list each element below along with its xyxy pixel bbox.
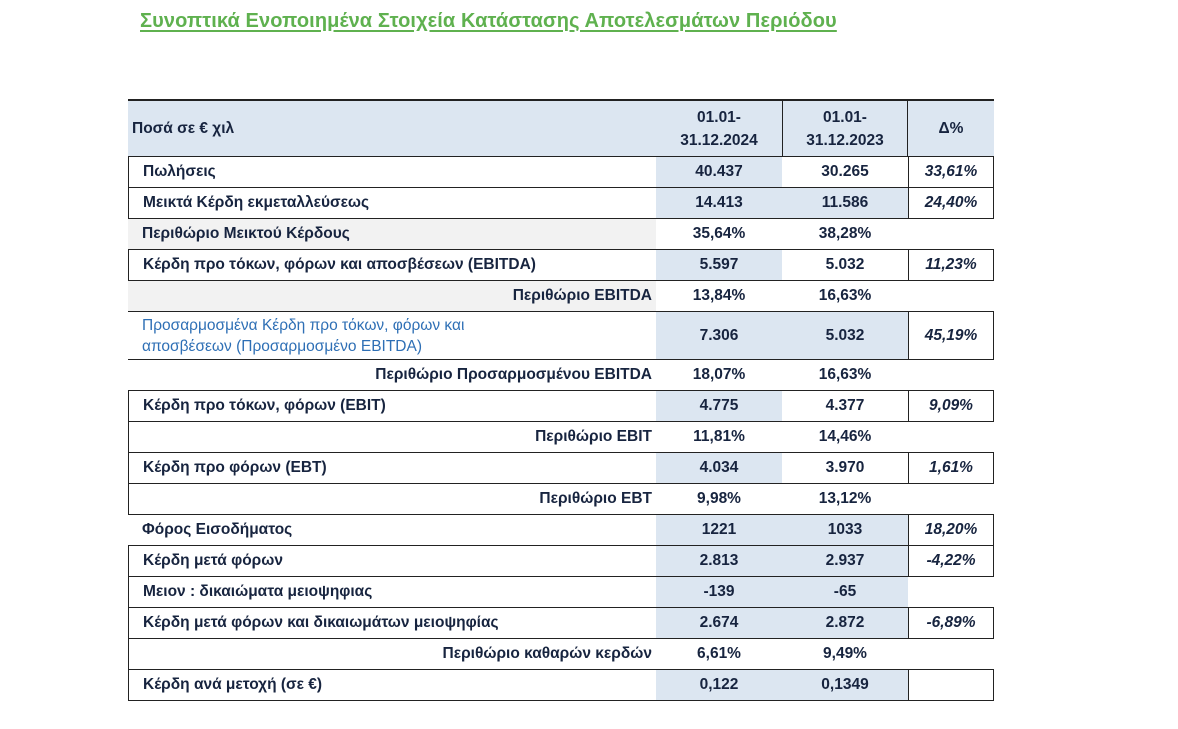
value-2023: 3.970 [825, 459, 865, 476]
value-2024: 6,61% [697, 645, 741, 662]
row-label: Περιθώριο Μεικτού Κέρδους [128, 219, 656, 249]
row-label: Περιθώριο καθαρών κερδών [128, 639, 656, 669]
row-label: Περιθώριο Προσαρμοσμένου EBITDA [375, 366, 652, 383]
table-row-gross-margin [128, 219, 994, 250]
value-2023: 5.032 [782, 312, 908, 359]
table-header-row [128, 101, 994, 157]
value-2023: 13,12% [818, 490, 872, 507]
value-2024: 18,07% [692, 366, 746, 383]
value-2023: 2.937 [782, 546, 908, 576]
table-row-sales [128, 157, 994, 188]
value-2024: 11,81% [693, 428, 745, 445]
table-row-minority-interest [128, 577, 994, 608]
row-label: Πωλήσεις [128, 157, 656, 187]
value-2023: 5.032 [825, 256, 865, 273]
value-2024: 13,84% [692, 287, 746, 304]
income-statement-table [128, 99, 994, 701]
delta-value [908, 219, 994, 249]
table-row-adjusted-ebitda [128, 312, 994, 360]
delta-value: 11,23% [908, 250, 994, 280]
row-label: Μεικτά Κέρδη εκμεταλλεύσεως [128, 188, 656, 218]
row-label: Μειον : δικαιώματα μειοψηφιας [128, 577, 656, 607]
header-amounts-label: Ποσά σε € χιλ [132, 119, 235, 137]
table-row-gross-profit [128, 188, 994, 219]
value-2024: 35,64% [692, 225, 746, 242]
value-2023: -65 [782, 577, 908, 607]
value-2024: 5.597 [656, 250, 782, 280]
table-row-profit-after-tax [128, 546, 994, 577]
delta-value: 24,40% [908, 188, 994, 218]
row-label: Κέρδη προ τόκων, φόρων (EBIT) [128, 391, 656, 421]
row-label: Περιθώριο EBIT [128, 422, 656, 452]
header-col-2024: 01.01- 31.12.2024 [680, 108, 758, 149]
page-title: Συνοπτικά Ενοποιημένα Στοιχεία Κατάστασης Αποτελεσμάτων Περιόδου [140, 10, 837, 32]
value-2024: 40.437 [656, 157, 782, 187]
delta-value: -6,89% [908, 608, 994, 638]
value-2023: 16,63% [818, 366, 872, 383]
row-label: Προσαρμοσμένα Κέρδη προ τόκων, φόρων και αποσβέσεων (Προσαρμοσμένο EBITDA) [142, 316, 465, 355]
value-2023: 30.265 [821, 163, 869, 180]
table-row-ebit-margin [128, 422, 994, 453]
row-label: Περιθώριο EBT [128, 484, 656, 514]
value-2023: 9,49% [823, 645, 867, 662]
table-row-income-tax [128, 515, 994, 546]
value-2023: 16,63% [818, 287, 872, 304]
value-2023: 11.586 [782, 188, 908, 218]
row-label: Κέρδη μετά φόρων και δικαιωμάτων μειοψηφίας [128, 608, 656, 638]
value-2024: 14.413 [656, 188, 782, 218]
table-row-adjusted-ebitda-margin [128, 360, 994, 391]
row-label: Κέρδη ανά μετοχή (σε €) [128, 670, 656, 700]
table-row-ebt-margin [128, 484, 994, 515]
delta-value: 33,61% [908, 157, 994, 187]
table-row-ebitda-margin [128, 281, 994, 312]
delta-value [908, 360, 994, 390]
delta-value: -4,22% [908, 546, 994, 576]
header-col-2023: 01.01- 31.12.2023 [782, 101, 908, 156]
value-2023: 1033 [782, 515, 908, 545]
row-label: Κέρδη προ φόρων (EBT) [128, 453, 656, 483]
table-row-net-profit [128, 608, 994, 639]
value-2023: 14,46% [818, 428, 872, 445]
row-label: Περιθώριο EBITDA [128, 281, 656, 311]
row-label: Φόρος Εισοδήματος [142, 521, 293, 538]
value-2024: 9,98% [697, 490, 741, 507]
table-row-ebt [128, 453, 994, 484]
delta-value: 1,61% [908, 453, 994, 483]
value-2024: 2.813 [656, 546, 782, 576]
header-col-delta: Δ% [938, 119, 964, 137]
value-2023: 38,28% [818, 225, 872, 242]
value-2023: 4.377 [825, 397, 865, 414]
delta-value: 18,20% [908, 515, 994, 545]
row-label: Κέρδη μετά φόρων [128, 546, 656, 576]
value-2024: 2.674 [656, 608, 782, 638]
delta-value [908, 639, 994, 669]
table-row-ebitda [128, 250, 994, 281]
value-2024: 7.306 [656, 312, 782, 359]
value-2024: -139 [656, 577, 782, 607]
value-2024: 0,122 [656, 670, 782, 700]
table-row-net-margin [128, 639, 994, 670]
delta-value [908, 281, 994, 311]
delta-value [908, 577, 994, 607]
table-row-ebit [128, 391, 994, 422]
value-2024: 1221 [656, 515, 782, 545]
delta-value [908, 484, 994, 514]
value-2024: 4.775 [656, 391, 782, 421]
delta-value [908, 670, 994, 700]
delta-value [908, 422, 994, 452]
row-label: Κέρδη προ τόκων, φόρων και αποσβέσεων (EBITDA) [128, 250, 656, 280]
table-row-eps [128, 670, 994, 701]
value-2023: 2.872 [782, 608, 908, 638]
value-2024: 4.034 [656, 453, 782, 483]
delta-value: 9,09% [908, 391, 994, 421]
value-2023: 0,1349 [782, 670, 908, 700]
delta-value: 45,19% [908, 312, 994, 359]
